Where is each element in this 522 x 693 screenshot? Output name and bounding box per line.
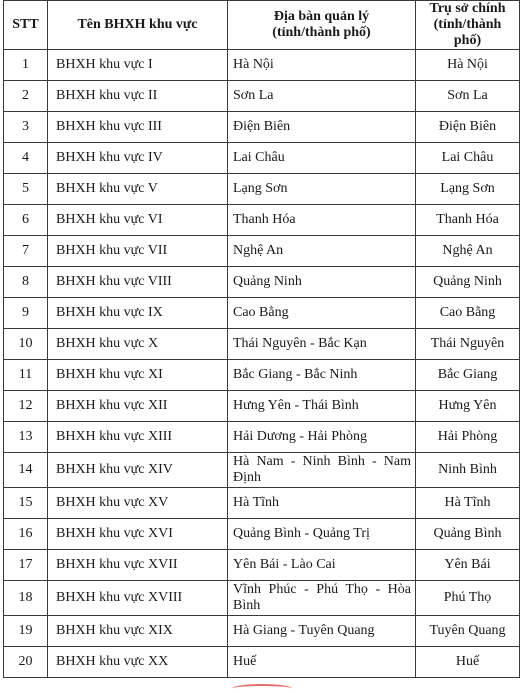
table-row <box>4 81 520 112</box>
row-stt: 8 <box>4 267 48 298</box>
row-ten: BHXH khu vực XIII <box>48 422 228 453</box>
table-row <box>4 360 520 391</box>
table-row <box>4 519 520 550</box>
row-ten: BHXH khu vực X <box>48 329 228 360</box>
row-truso: Phú Thọ <box>416 581 520 616</box>
row-ten: BHXH khu vực XVIII <box>48 581 228 616</box>
row-stt: 20 <box>4 647 48 678</box>
row-diaban: Lạng Sơn <box>228 174 416 205</box>
row-truso: Hải Phòng <box>416 422 520 453</box>
row-stt: 13 <box>4 422 48 453</box>
table-row <box>4 298 520 329</box>
table-row <box>4 453 520 488</box>
row-diaban: Lai Châu <box>228 143 416 174</box>
table-row <box>4 112 520 143</box>
row-ten: BHXH khu vực II <box>48 81 228 112</box>
table-row <box>4 550 520 581</box>
table-row <box>4 616 520 647</box>
row-ten: BHXH khu vực XVII <box>48 550 228 581</box>
row-stt: 10 <box>4 329 48 360</box>
row-truso: Cao Bằng <box>416 298 520 329</box>
row-diaban: Huế <box>228 647 416 678</box>
row-stt: 17 <box>4 550 48 581</box>
row-ten: BHXH khu vực III <box>48 112 228 143</box>
row-truso: Sơn La <box>416 81 520 112</box>
row-stt: 2 <box>4 81 48 112</box>
header-truso-line1: Trụ sở chính <box>429 1 506 16</box>
table-row <box>4 647 520 678</box>
row-truso: Bắc Giang <box>416 360 520 391</box>
row-ten: BHXH khu vực XX <box>48 647 228 678</box>
row-ten: BHXH khu vực VIII <box>48 267 228 298</box>
row-stt: 19 <box>4 616 48 647</box>
stamp-edge-mark <box>232 684 292 693</box>
row-stt: 6 <box>4 205 48 236</box>
row-truso: Huế <box>416 647 520 678</box>
row-diaban: Sơn La <box>228 81 416 112</box>
row-ten: BHXH khu vực I <box>48 50 228 81</box>
row-ten: BHXH khu vực VI <box>48 205 228 236</box>
table-row <box>4 143 520 174</box>
row-ten: BHXH khu vực V <box>48 174 228 205</box>
row-truso: Ninh Bình <box>416 453 520 488</box>
row-diaban: Quảng Ninh <box>228 267 416 298</box>
row-stt: 4 <box>4 143 48 174</box>
regional-social-insurance-table <box>3 0 520 678</box>
row-diaban: Hà Nội <box>228 50 416 81</box>
row-truso: Nghệ An <box>416 236 520 267</box>
row-ten: BHXH khu vực XIX <box>48 616 228 647</box>
row-diaban: Điện Biên <box>228 112 416 143</box>
row-truso: Điện Biên <box>416 112 520 143</box>
row-stt: 15 <box>4 488 48 519</box>
row-diaban: Nghệ An <box>228 236 416 267</box>
table-row <box>4 174 520 205</box>
table-row <box>4 236 520 267</box>
row-diaban: Hải Dương - Hải Phòng <box>228 422 416 453</box>
row-diaban: Thái Nguyên - Bắc Kạn <box>228 329 416 360</box>
table-row <box>4 267 520 298</box>
row-truso: Quảng Ninh <box>416 267 520 298</box>
row-ten: BHXH khu vực XVI <box>48 519 228 550</box>
header-diaban <box>228 1 416 50</box>
table-row <box>4 488 520 519</box>
header-diaban-line2: (tỉnh/thành phố) <box>272 25 371 40</box>
row-ten: BHXH khu vực VII <box>48 236 228 267</box>
row-truso: Quảng Bình <box>416 519 520 550</box>
row-diaban: Yên Bái - Lào Cai <box>228 550 416 581</box>
table-row <box>4 329 520 360</box>
row-diaban: Hà Nam - Ninh Bình - Nam Định <box>228 453 416 488</box>
table-row <box>4 391 520 422</box>
table-header-row <box>4 1 520 50</box>
row-truso: Lạng Sơn <box>416 174 520 205</box>
row-diaban: Quảng Bình - Quảng Trị <box>228 519 416 550</box>
row-ten: BHXH khu vực IV <box>48 143 228 174</box>
row-truso: Thanh Hóa <box>416 205 520 236</box>
row-stt: 11 <box>4 360 48 391</box>
row-stt: 14 <box>4 453 48 488</box>
row-diaban: Thanh Hóa <box>228 205 416 236</box>
header-ten: Tên BHXH khu vực <box>48 1 228 50</box>
row-truso: Lai Châu <box>416 143 520 174</box>
header-stt: STT <box>4 1 48 50</box>
header-diaban-line1: Địa bàn quản lý <box>273 9 370 24</box>
header-truso <box>416 1 520 50</box>
row-stt: 12 <box>4 391 48 422</box>
row-truso: Hà Nội <box>416 50 520 81</box>
table-row <box>4 205 520 236</box>
row-truso: Thái Nguyên <box>416 329 520 360</box>
row-ten: BHXH khu vực XII <box>48 391 228 422</box>
row-truso: Yên Bái <box>416 550 520 581</box>
row-stt: 18 <box>4 581 48 616</box>
row-diaban: Hà Giang - Tuyên Quang <box>228 616 416 647</box>
row-stt: 5 <box>4 174 48 205</box>
row-diaban: Vĩnh Phúc - Phú Thọ - Hòa Bình <box>228 581 416 616</box>
row-stt: 7 <box>4 236 48 267</box>
row-ten: BHXH khu vực IX <box>48 298 228 329</box>
row-stt: 16 <box>4 519 48 550</box>
row-diaban: Bắc Giang - Bắc Ninh <box>228 360 416 391</box>
row-diaban: Hà Tĩnh <box>228 488 416 519</box>
row-stt: 9 <box>4 298 48 329</box>
row-truso: Tuyên Quang <box>416 616 520 647</box>
row-ten: BHXH khu vực XIV <box>48 453 228 488</box>
row-ten: BHXH khu vực XV <box>48 488 228 519</box>
row-diaban: Hưng Yên - Thái Bình <box>228 391 416 422</box>
row-diaban: Cao Bằng <box>228 298 416 329</box>
table-row <box>4 50 520 81</box>
table-row <box>4 581 520 616</box>
row-truso: Hà Tĩnh <box>416 488 520 519</box>
row-ten: BHXH khu vực XI <box>48 360 228 391</box>
table-row <box>4 422 520 453</box>
row-truso: Hưng Yên <box>416 391 520 422</box>
row-stt: 1 <box>4 50 48 81</box>
header-truso-line2: (tỉnh/thành phố) <box>433 17 502 48</box>
row-stt: 3 <box>4 112 48 143</box>
